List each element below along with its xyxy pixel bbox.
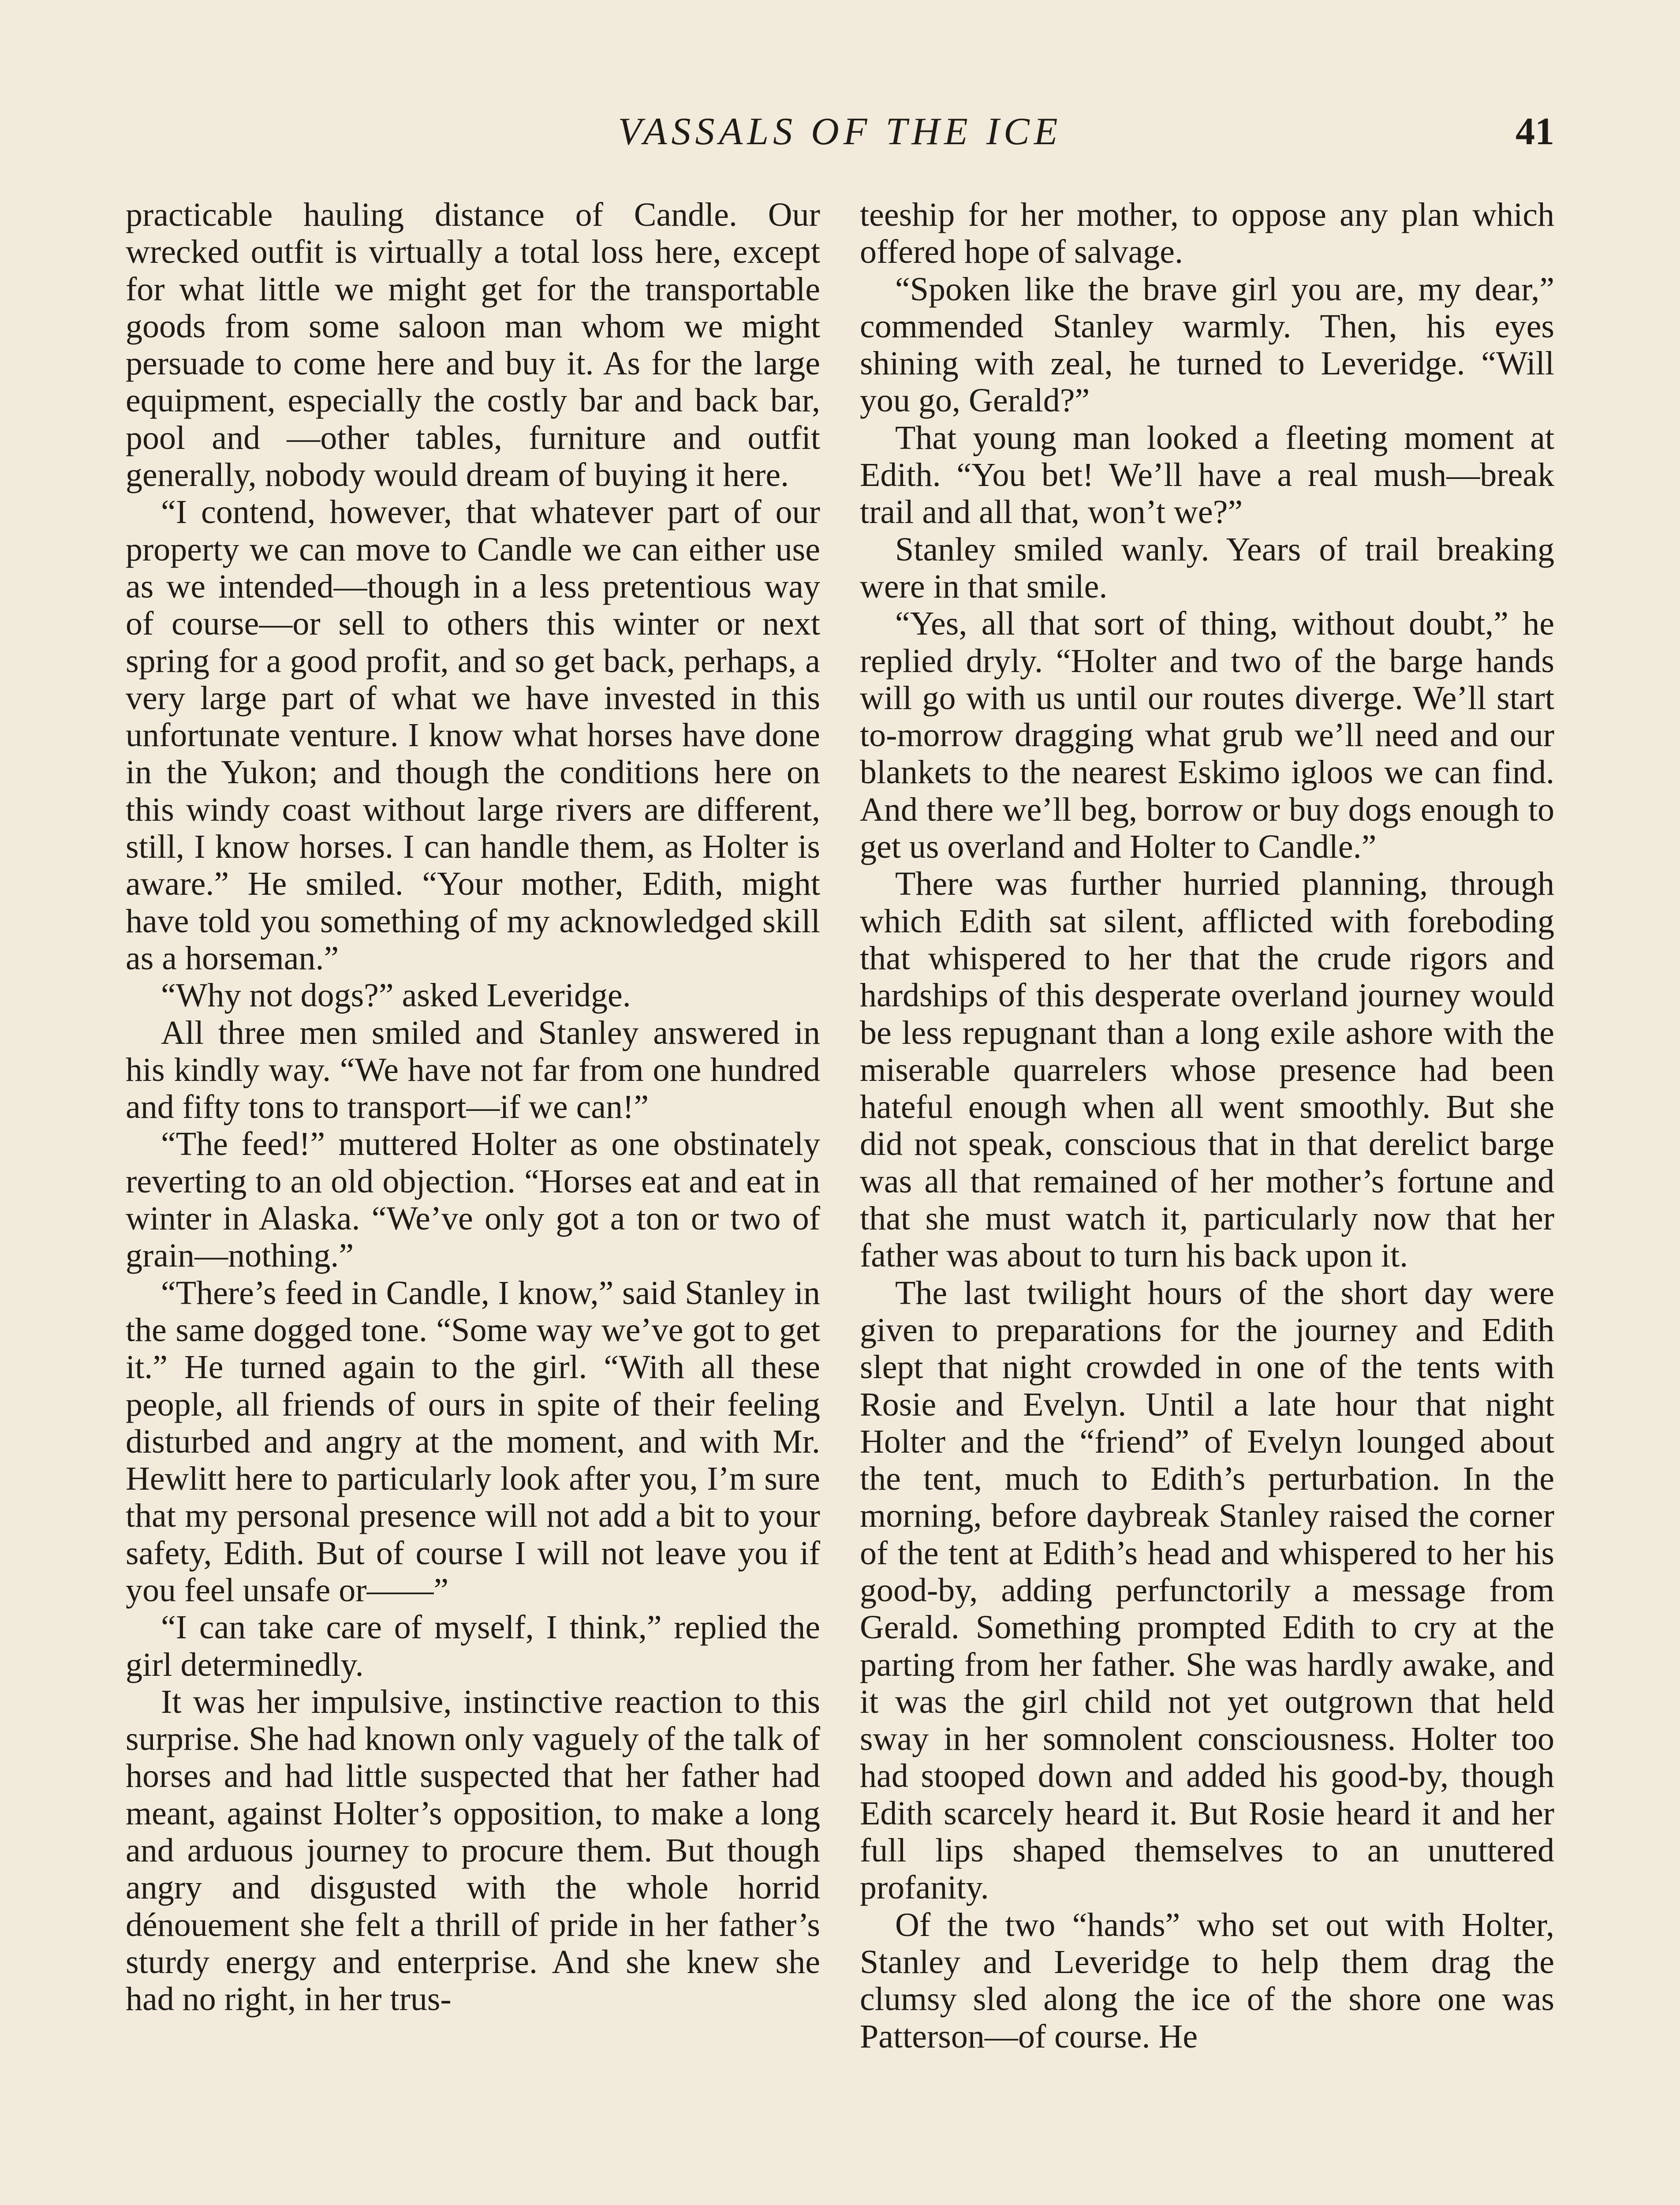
paragraph: Stanley smiled wanly. Years of trail breaking were in that smile. — [860, 531, 1554, 605]
right-column — [860, 196, 1554, 2055]
page-number: 41 — [1516, 110, 1554, 153]
paragraph: “Why not dogs?” asked Leveridge. — [161, 977, 631, 1014]
running-title: VASSALS OF THE ICE — [618, 110, 1062, 153]
paragraph: teeship for her mother, to oppose any plan which offered hope of salvage. — [860, 196, 1554, 271]
paragraph: There was further hurried planning, through which Edith sat silent, afflicted with foreboding that whispered to her that the crude rigors and hardships of this desperate overland journey would be less repugnant than a long exile ashore with the miserable quarrelers whose presence had been hateful enough when all went smoothly. But she did not speak, conscious that in that derelict barge was all that remained of her mother’s fortune and that she must watch it, particularly now that her father was about to turn his back upon it. — [860, 865, 1554, 1274]
page-header — [126, 109, 1554, 171]
paragraph: “Yes, all that sort of thing, without doubt,” he replied dryly. “Holter and two of the barge hands will go with us until our routes diverge. We’ll start to-morrow dragging what grub we’ll need and our blankets to the nearest Eskimo igloos we can find. And there we’ll beg, borrow or buy dogs enough to get us overland and Holter to Candle.” — [860, 605, 1554, 866]
paragraph: “I contend, however, that whatever part of our property we can move to Candle we can either use as we intended—though in a less pretentious way of course—or sell to others this winter or next spring for a good profit, and so get back, perhaps, a very large part of what we have invested in this unfortunate venture. I know what horses have done in the Yukon; and though the conditions here on this windy coast without large rivers are different, still, I know horses. I can handle them, as Holter is aware.” He smiled. “Your mother, Edith, might have told you something of my acknowledged skill as a horseman.” — [126, 493, 820, 977]
paragraph: “Spoken like the brave girl you are, my dear,” commended Stanley warmly. Then, his eyes shining with zeal, he turned to Leveridge. “Will you go, Gerald?” — [860, 270, 1554, 419]
paragraph: Of the two “hands” who set out with Holter, Stanley and Leveridge to help them drag the clumsy sled along the ice of the shore one was Patterson—of course. He — [860, 1906, 1554, 2055]
paragraph: That young man looked a fleeting moment at Edith. “You bet! We’ll have a real mush—break trail and all that, won’t we?” — [860, 419, 1554, 531]
paragraph: “I can take care of myself, I think,” replied the girl determinedly. — [126, 1609, 820, 1683]
paragraph: “There’s feed in Candle, I know,” said Stanley in the same dogged tone. “Some way we’ve got to get it.” He turned again to the girl. “With all these people, all friends of ours in spite of their feeling disturbed and angry at the moment, and with Mr. Hewlitt here to particularly look after you, I’m sure that my personal presence will not add a bit to your safety, Edith. But of course I will not leave you if you feel unsafe or——” — [126, 1274, 820, 1609]
paragraph: It was her impulsive, instinctive reaction to this surprise. She had known only vaguely of the talk of horses and had little suspected that her father had meant, against Holter’s opposition, to make a long and arduous journey to procure them. But though angry and disgusted with the whole horrid dénouement she felt a thrill of pride in her father’s sturdy energy and enterprise. And she knew she had no right, in her trus- — [126, 1683, 820, 2018]
left-column — [126, 196, 820, 2018]
paragraph: All three men smiled and Stanley answered in his kindly way. “We have not far from one hundred and fifty tons to transport—if we can!” — [126, 1014, 820, 1126]
paragraph: “The feed!” muttered Holter as one obstinately reverting to an old objection. “Horses eat and eat in winter in Alaska. “We’ve only got a ton or two of grain—nothing.” — [126, 1125, 820, 1274]
paragraph: practicable hauling distance of Candle. Our wrecked outfit is virtually a total loss here, except for what little we might get for the transportable goods from some saloon man whom we might persuade to come here and buy it. As for the large equipment, especially the costly bar and back bar, pool and —other tables, furniture and outfit generally, nobody would dream of buying it here. — [126, 196, 820, 494]
paragraph: The last twilight hours of the short day were given to preparations for the journey and Edith slept that night crowded in one of the tents with Rosie and Evelyn. Until a late hour that night Holter and the “friend” of Evelyn lounged about the tent, much to Edith’s perturbation. In the morning, before daybreak Stanley raised the corner of the tent at Edith’s head and whispered to her his good-by, adding perfunctorily a message from Gerald. Something prompted Edith to cry at the parting from her father. She was hardly awake, and it was the girl child not yet outgrown that held sway in her somnolent consciousness. Holter too had stooped down and added his good-by, though Edith scarcely heard it. But Rosie heard it and her full lips shaped themselves to an unuttered profanity. — [860, 1274, 1554, 1906]
